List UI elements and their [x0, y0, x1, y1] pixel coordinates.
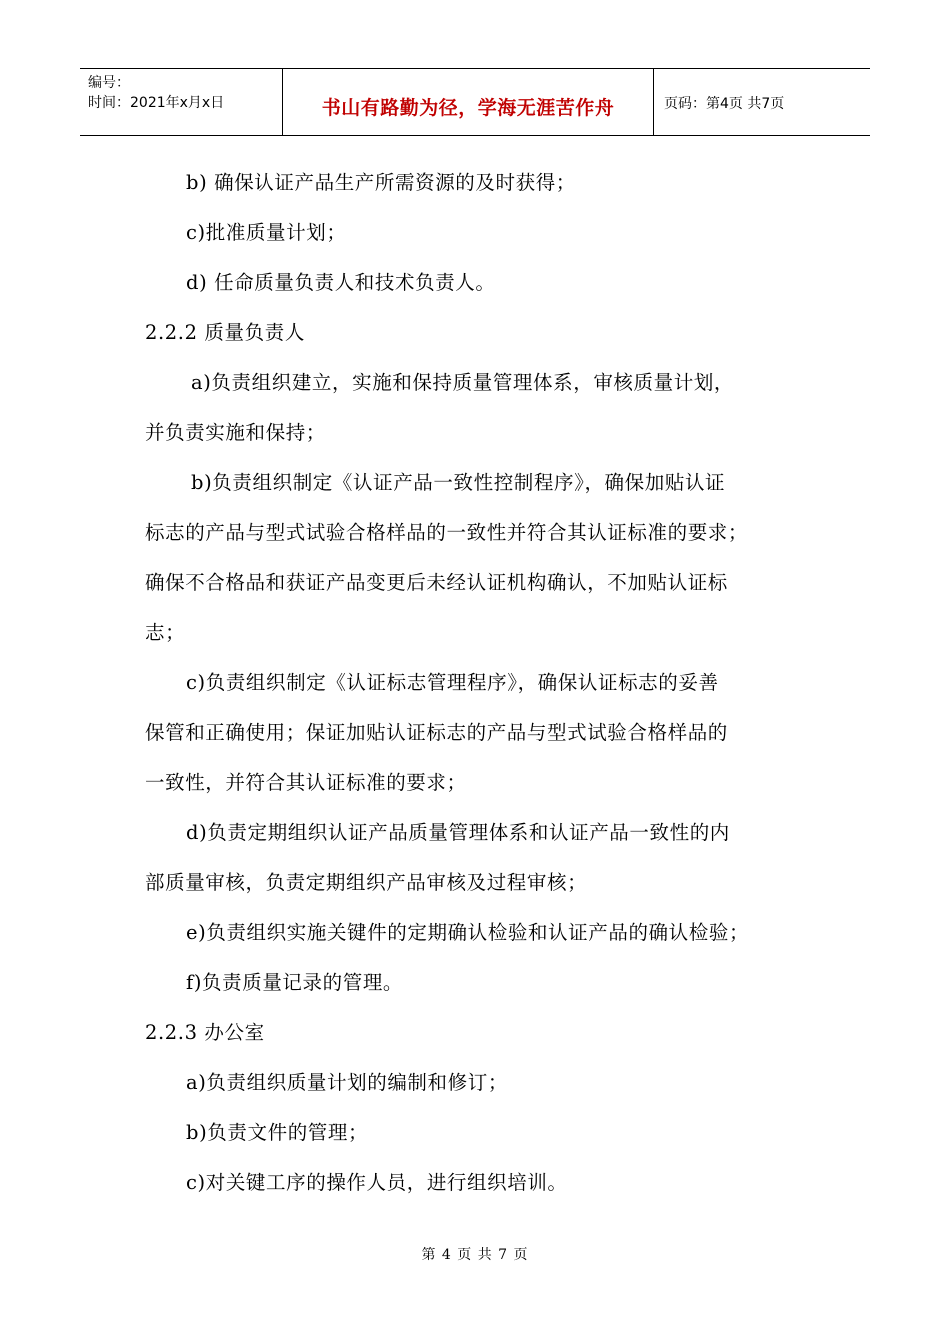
- page-footer: [0, 1244, 950, 1264]
- body-line-1: b) 确保认证产品生产所需资源的及时获得；: [186, 171, 576, 194]
- body-line-5: a)负责组织建立，实施和保持质量管理体系，审核质量计划，: [191, 371, 735, 394]
- footer-page-number: 第 4 页 共 7 页: [421, 1247, 529, 1263]
- body-line-10: 志；: [145, 621, 186, 644]
- body-line-3: d) 任命质量负责人和技术负责人。: [186, 271, 496, 294]
- section-heading-2-2-2: 2.2.2 质量负责人: [145, 321, 305, 344]
- body-line-2: c)批准质量计划；: [186, 221, 347, 244]
- header-page-info: 页码：第4页 共7页: [664, 96, 785, 112]
- body-line-7: b)负责组织制定《认证产品一致性控制程序》，确保加贴认证: [191, 471, 726, 494]
- body-line-15: 部质量审核，负责定期组织产品审核及过程审核；: [145, 871, 588, 894]
- document-number-label: 编号：: [88, 75, 130, 91]
- document-date: 时间：2021年x月x日: [88, 95, 225, 111]
- body-line-14: d)负责定期组织认证产品质量管理体系和认证产品一致性的内: [186, 821, 730, 844]
- body-line-12: 保管和正确使用；保证加贴认证标志的产品与型式试验合格样品的: [145, 721, 728, 744]
- body-line-13: 一致性，并符合其认证标准的要求；: [145, 771, 467, 794]
- body-line-8: 标志的产品与型式试验合格样品的一致性并符合其认证标准的要求；: [145, 521, 749, 544]
- body-line-11: c)负责组织制定《认证标志管理程序》，确保认证标志的妥善: [186, 671, 719, 694]
- header-motto: 书山有路勤为径，学海无涯苦作舟: [321, 96, 615, 119]
- body-line-6: 并负责实施和保持；: [145, 421, 326, 444]
- body-line-20: b)负责文件的管理；: [186, 1121, 369, 1144]
- section-heading-2-2-3: 2.2.3 办公室: [145, 1021, 265, 1044]
- body-line-9: 确保不合格品和获证产品变更后未经认证机构确认，不加贴认证标: [145, 571, 728, 594]
- body-line-17: f)负责质量记录的管理。: [186, 971, 404, 994]
- body-line-16: e)负责组织实施关键件的定期确认检验和认证产品的确认检验；: [186, 921, 750, 944]
- body-line-19: a)负责组织质量计划的编制和修订；: [186, 1071, 508, 1094]
- body-line-21: c)对关键工序的操作人员，进行组织培训。: [186, 1171, 568, 1194]
